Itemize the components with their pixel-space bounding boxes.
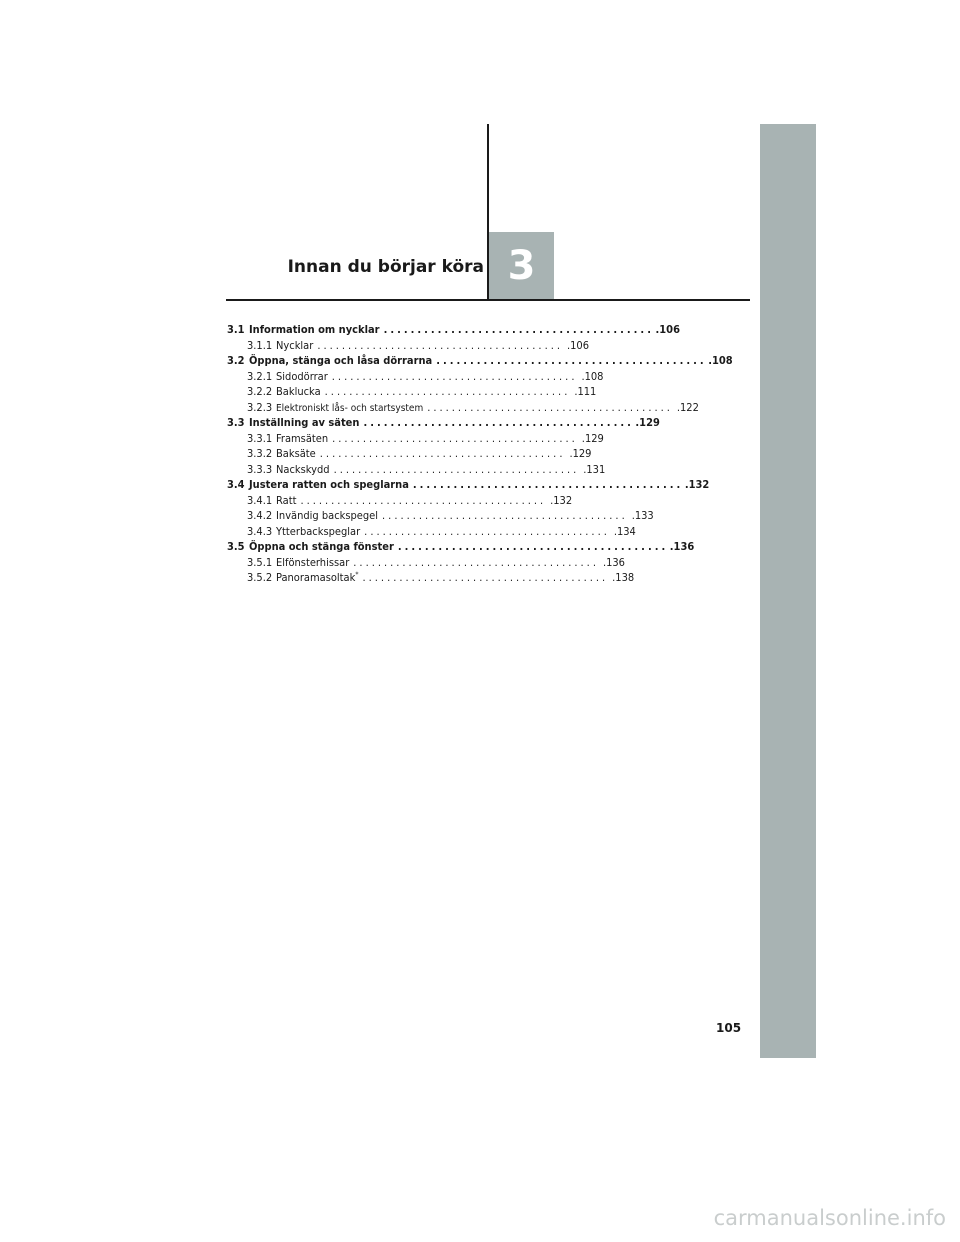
toc-entry-number: 3.4.1 (247, 493, 273, 507)
toc-entry-page: .106 (566, 338, 589, 352)
toc-leader-dots: ........................................ (324, 385, 571, 398)
toc-entry-title (247, 353, 432, 369)
toc-leader-dots: ........................................ (363, 416, 634, 429)
toc-entry-title-text: Information om nycklar (249, 323, 380, 336)
toc-entry-title (247, 539, 394, 555)
toc-leader-dots: ........................................ (382, 509, 628, 522)
toc-leader-dots: ........................................ (300, 493, 547, 507)
toc-entry-number: 3.4.2 (247, 509, 273, 522)
chapter-number-box (489, 232, 554, 299)
header-rule (226, 299, 750, 301)
toc-section-entry[interactable] (227, 353, 733, 369)
toc-entry-page: .129 (581, 431, 604, 445)
table-of-contents (227, 322, 733, 586)
toc-entry-title (274, 493, 296, 509)
toc-entry-title (274, 508, 378, 524)
toc-subsection-entry[interactable] (227, 524, 636, 540)
toc-entry-title-text: Ratt (276, 493, 297, 507)
page-number: 105 (716, 1021, 742, 1035)
toc-entry-title (274, 338, 313, 354)
toc-entry-number: 3.4.3 (247, 524, 273, 538)
toc-subsection-entry[interactable] (227, 400, 699, 416)
toc-section-entry[interactable] (227, 477, 710, 493)
toc-entry-page: .133 (631, 509, 654, 522)
toc-entry-page: .136 (669, 540, 695, 553)
chapter-side-tab (760, 124, 816, 1058)
toc-subsection-entry[interactable] (227, 508, 654, 524)
toc-entry-page: .111 (574, 385, 597, 398)
toc-entry-page: .132 (684, 478, 710, 491)
toc-entry-title-text: Justera ratten och speglarna (249, 478, 409, 491)
toc-section-entry[interactable] (227, 415, 660, 431)
toc-entry-title (274, 524, 360, 540)
toc-leader-dots: ........................................ (362, 571, 609, 584)
toc-entry-title-text: Inställning av säten (249, 416, 360, 429)
toc-leader-dots: ........................................ (397, 540, 669, 553)
toc-entry-number: 3.2.2 (247, 385, 273, 398)
toc-entry-title-text: Invändig backspegel (276, 509, 379, 522)
toc-entry-page: .134 (613, 524, 636, 538)
toc-subsection-entry[interactable] (227, 570, 635, 586)
toc-section-entry[interactable] (227, 322, 680, 338)
toc-entry-title-text: Baklucka (276, 385, 321, 398)
toc-entry-page: .136 (602, 555, 625, 569)
toc-entry-title-text: Öppna, stänga och låsa dörrarna (249, 354, 433, 367)
toc-leader-dots: ........................................ (331, 369, 578, 383)
toc-entry-title (274, 555, 349, 571)
toc-entry-number: 3.1.1 (247, 338, 273, 352)
toc-leader-dots: ........................................ (383, 323, 654, 336)
toc-leader-dots: ........................................ (436, 354, 707, 367)
toc-leader-dots: ........................................ (333, 462, 580, 476)
toc-entry-title-text: Elfönsterhissar (276, 555, 350, 569)
toc-subsection-entry[interactable] (227, 369, 604, 385)
toc-entry-title (247, 477, 409, 493)
toc-leader-dots: ........................................ (353, 555, 599, 569)
toc-entry-title (274, 431, 328, 447)
toc-entry-number: 3.5 (227, 540, 245, 553)
toc-leader-dots: ........................................ (364, 524, 610, 538)
toc-entry-title (274, 570, 359, 586)
toc-leader-dots: ........................................ (319, 447, 566, 460)
toc-entry-title (274, 384, 321, 400)
toc-entry-title (247, 415, 359, 431)
toc-subsection-entry[interactable] (227, 555, 625, 571)
toc-entry-page: .108 (581, 369, 604, 383)
toc-entry-title-text: Framsäten (276, 431, 329, 445)
toc-entry-title-text: Ytterbackspeglar (276, 524, 361, 538)
toc-entry-number: 3.3.1 (247, 431, 273, 445)
toc-subsection-entry[interactable] (227, 493, 573, 509)
toc-subsection-entry[interactable] (227, 462, 606, 478)
toc-entry-number: 3.2 (227, 354, 245, 367)
toc-entry-page: .132 (550, 493, 573, 507)
toc-section-entry[interactable] (227, 539, 695, 555)
toc-entry-title (247, 322, 380, 338)
toc-entry-page: .138 (612, 571, 635, 584)
toc-leader-dots: ........................................ (412, 478, 684, 491)
toc-entry-title-text: Öppna och stänga fönster (249, 540, 394, 553)
toc-entry-title-text: Sidodörrar (276, 369, 328, 383)
toc-subsection-entry[interactable] (227, 431, 604, 447)
toc-entry-number: 3.2.1 (247, 369, 273, 383)
chapter-number: 3 (507, 242, 536, 289)
toc-entry-number: 3.5.2 (247, 571, 273, 584)
toc-entry-number: 3.3 (227, 416, 245, 429)
toc-entry-number: 3.5.1 (247, 555, 273, 569)
toc-entry-page: .129 (569, 447, 592, 460)
toc-entry-title-text: Baksäte (276, 447, 316, 460)
toc-entry-title-text: Nycklar (276, 338, 314, 352)
toc-leader-dots: ........................................ (332, 431, 578, 445)
toc-subsection-entry[interactable] (227, 446, 592, 462)
toc-entry-number: 3.4 (227, 478, 245, 491)
chapter-title: Innan du börjar köra (287, 257, 484, 277)
toc-entry-title-text: Elektroniskt lås- och startsystem (276, 402, 424, 414)
toc-entry-number: 3.1 (227, 323, 245, 336)
toc-entry-title-text: Nackskydd (276, 462, 330, 476)
toc-subsection-entry[interactable] (227, 384, 597, 400)
toc-entry-number: 3.3.3 (247, 462, 273, 476)
toc-entry-title (274, 401, 423, 417)
optional-equipment-marker: * (355, 570, 359, 579)
toc-entry-title-text: Panoramasoltak (276, 571, 356, 584)
toc-subsection-entry[interactable] (227, 338, 589, 354)
toc-entry-number: 3.3.2 (247, 447, 273, 460)
toc-entry-page: .106 (655, 323, 680, 336)
toc-entry-page: .131 (583, 462, 606, 476)
toc-leader-dots: ........................................ (427, 400, 673, 414)
watermark: carmanualsonline.info (713, 1206, 946, 1230)
toc-entry-title (274, 446, 316, 462)
toc-entry-page: .122 (676, 400, 699, 414)
toc-leader-dots: ........................................ (317, 338, 563, 352)
toc-entry-page: .108 (708, 354, 733, 367)
toc-entry-title (274, 462, 330, 478)
toc-entry-title (274, 369, 328, 385)
toc-entry-number: 3.2.3 (247, 400, 273, 414)
toc-entry-page: .129 (635, 416, 660, 429)
